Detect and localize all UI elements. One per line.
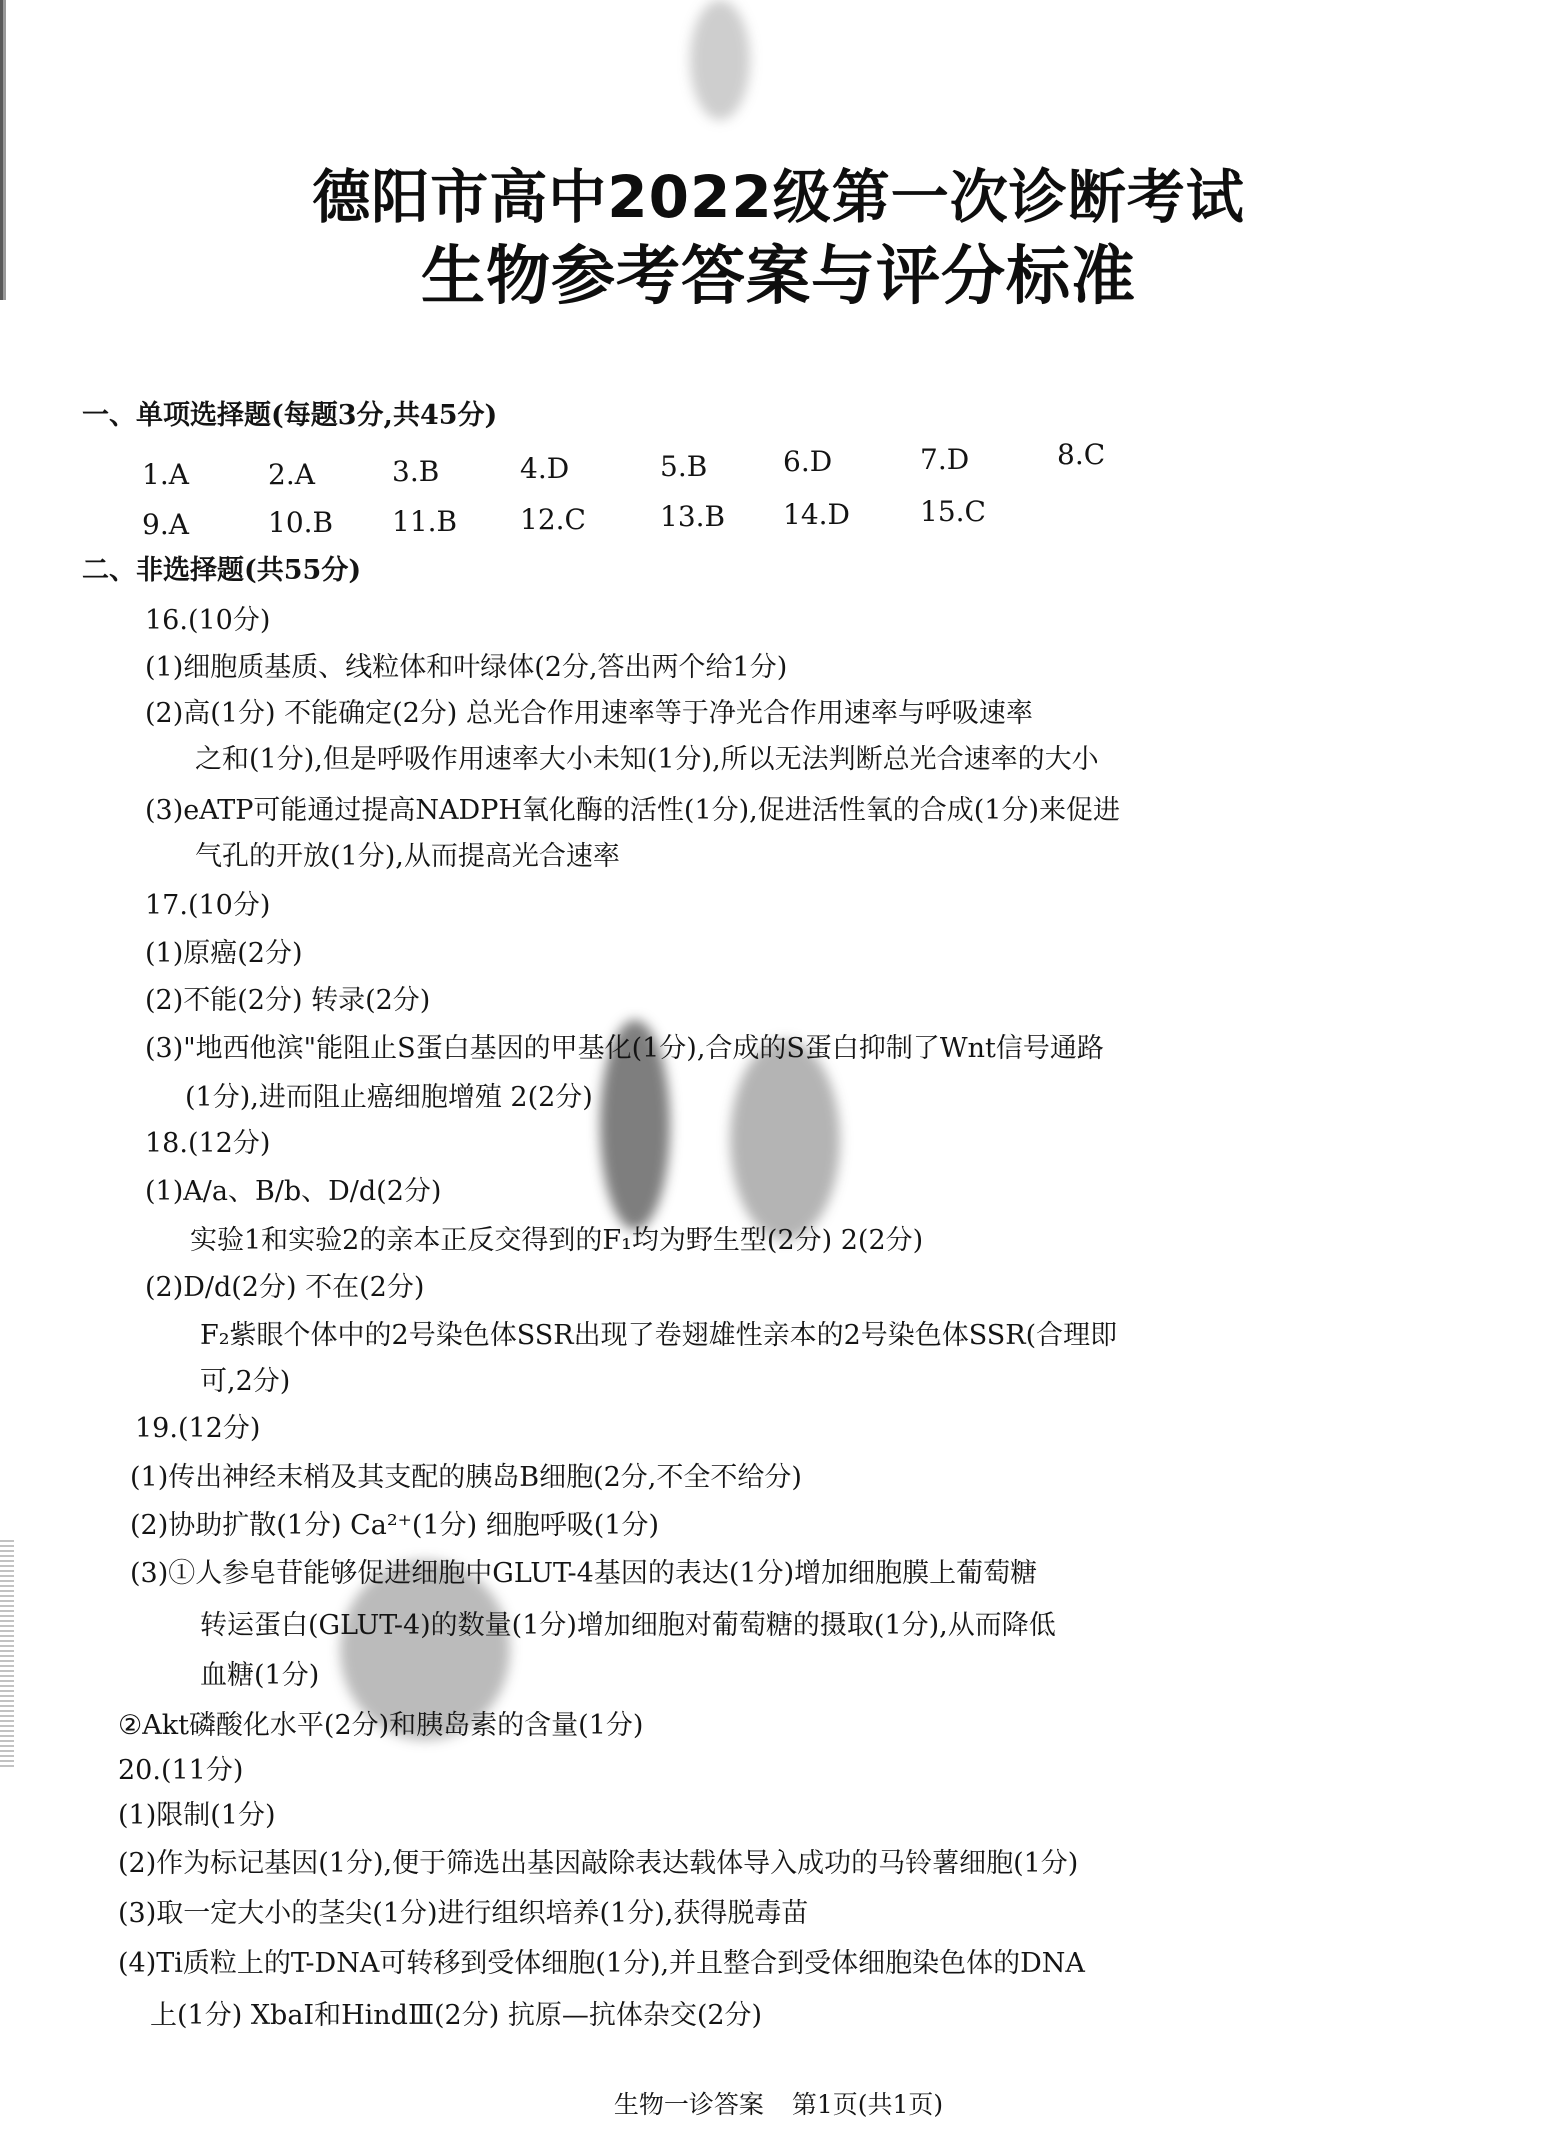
q18-answer-2-line1: (2)D/d(2分) 不在(2分) (145, 1272, 425, 1303)
answer-10: 10.B (268, 506, 334, 539)
answer-13: 13.B (660, 500, 726, 533)
scan-smudge (730, 1040, 840, 1240)
section2-heading: 二、非选择题(共55分) (82, 555, 362, 586)
q20-answer-2: (2)作为标记基因(1分),便于筛选出基因敲除表达载体导入成功的马铃薯细胞(1分) (118, 1848, 1079, 1879)
answer-4: 4.D (520, 452, 570, 485)
q17-answer-3-line2: (1分),进而阻止癌细胞增殖 2(2分) (185, 1082, 593, 1113)
q18-answer-1-line2: 实验1和实验2的亲本正反交得到的F₁均为野生型(2分) 2(2分) (190, 1225, 924, 1256)
q19-answer-1: (1)传出神经末梢及其支配的胰岛B细胞(2分,不全不给分) (130, 1462, 802, 1493)
scan-edge-artifact (0, 1540, 14, 1770)
q16-answer-1: (1)细胞质基质、线粒体和叶绿体(2分,答出两个给1分) (145, 652, 788, 683)
q19-answer-3-line4: ②Akt磷酸化水平(2分)和胰岛素的含量(1分) (118, 1710, 644, 1741)
title-line1: 德阳市高中2022级第一次诊断考试 (312, 163, 1245, 231)
q17-title: 17.(10分) (145, 890, 271, 921)
q16-title: 16.(10分) (145, 605, 271, 636)
q16-answer-3-line2: 气孔的开放(1分),从而提高光合速率 (195, 841, 620, 872)
title-line2: 生物参考答案与评分标准 (421, 240, 1136, 314)
q19-answer-3-line2: 转运蛋白(GLUT-4)的数量(1分)增加细胞对葡萄糖的摄取(1分),从而降低 (200, 1610, 1056, 1641)
answer-6: 6.D (783, 445, 833, 478)
answer-12: 12.C (520, 503, 586, 536)
q18-answer-1-line1: (1)A/a、B/b、D/d(2分) (145, 1176, 442, 1207)
q19-answer-3-line1: (3)①人参皂苷能够促进细胞中GLUT-4基因的表达(1分)增加细胞膜上葡萄糖 (130, 1558, 1038, 1589)
answer-11: 11.B (392, 505, 458, 538)
answer-9: 9.A (142, 508, 189, 541)
q16-answer-2-line1: (2)高(1分) 不能确定(2分) 总光合作用速率等于净光合作用速率与呼吸速率 (145, 698, 1033, 729)
section1-heading: 一、单项选择题(每题3分,共45分) (82, 400, 498, 431)
q20-title: 20.(11分) (118, 1755, 244, 1786)
answer-14: 14.D (783, 498, 850, 531)
q16-answer-3-line1: (3)eATP可能通过提高NADPH氧化酶的活性(1分),促进活性氧的合成(1分)来促进 (145, 795, 1120, 826)
q19-answer-2: (2)协助扩散(1分) Ca²⁺(1分) 细胞呼吸(1分) (130, 1510, 659, 1541)
answer-7: 7.D (920, 443, 970, 476)
q17-answer-3-line1: (3)"地西他滨"能阻止S蛋白基因的甲基化(1分),合成的S蛋白抑制了Wnt信号通路 (145, 1033, 1104, 1064)
q18-answer-2-line3: 可,2分) (200, 1366, 291, 1397)
scan-smudge (690, 0, 750, 120)
q20-answer-4-line1: (4)Ti质粒上的T-DNA可转移到受体细胞(1分),并且整合到受体细胞染色体的DNA (118, 1948, 1085, 1979)
q19-title: 19.(12分) (135, 1413, 261, 1444)
answer-15: 15.C (920, 495, 986, 528)
q16-answer-2-line2: 之和(1分),但是呼吸作用速率大小未知(1分),所以无法判断总光合速率的大小 (195, 744, 1099, 775)
page-footer (0, 2085, 1557, 2121)
q20-answer-4-line2: 上(1分) XbaⅠ和HindⅢ(2分) 抗原—抗体杂交(2分) (150, 2000, 763, 2031)
answer-2: 2.A (268, 458, 315, 491)
answer-3: 3.B (392, 455, 440, 488)
q20-answer-1: (1)限制(1分) (118, 1800, 276, 1831)
footer-page-number: 第1页(共1页) (791, 2090, 944, 2119)
answer-5: 5.B (660, 450, 708, 483)
answer-1: 1.A (142, 458, 189, 491)
answer-8: 8.C (1057, 438, 1106, 471)
q18-title: 18.(12分) (145, 1128, 271, 1159)
footer-label: 生物一诊答案 (613, 2090, 764, 2119)
q20-answer-3: (3)取一定大小的茎尖(1分)进行组织培养(1分),获得脱毒苗 (118, 1898, 809, 1929)
q19-answer-3-line3: 血糖(1分) (200, 1660, 320, 1691)
q18-answer-2-line2: F₂紫眼个体中的2号染色体SSR出现了卷翅雄性亲本的2号染色体SSR(合理即 (200, 1320, 1118, 1351)
q17-answer-1: (1)原癌(2分) (145, 938, 303, 969)
q17-answer-2: (2)不能(2分) 转录(2分) (145, 985, 431, 1016)
